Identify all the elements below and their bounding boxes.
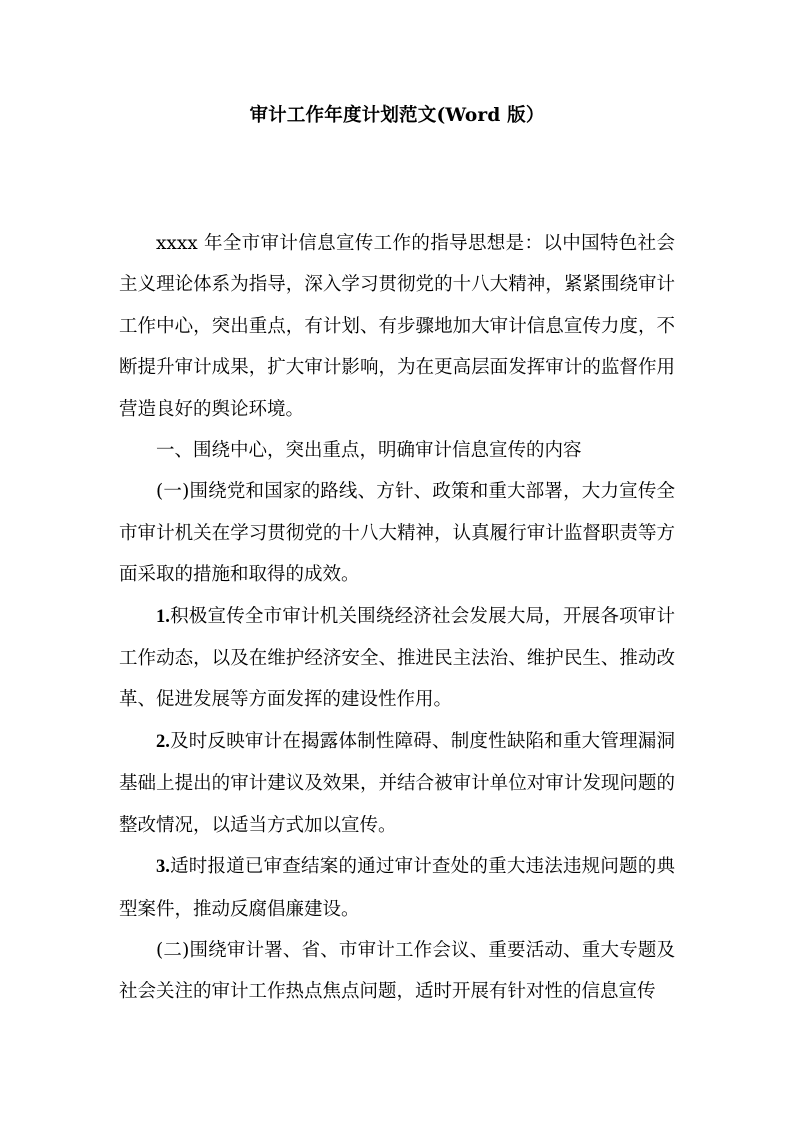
list-item-number: 1. xyxy=(156,606,170,627)
list-item-1 xyxy=(119,596,675,721)
paragraph-text: (一)围绕党和国家的路线、方针、政策和重大部署，大力宣传全市审计机关在学习贯彻党的十八大精神，认真履行审计监督职责等方面采取的措施和取得的成效。 xyxy=(119,481,675,586)
paragraph-text: 及时反映审计在揭露体制性障碍、制度性缺陷和重大管理漏洞基础上提出的审计建议及效果，并结合被审计单位对审计发现问题的整改情况，以适当方式加以宣传。 xyxy=(119,730,675,836)
paragraph-intro xyxy=(119,223,675,430)
document-body xyxy=(119,223,675,1013)
paragraph-text: 积极宣传全市审计机关围绕经济社会发展大局，开展各项审计工作动态，以及在维护经济安全、推进民主法治、维护民生、推动改革、促进发展等方面发挥的建设性作用。 xyxy=(119,605,675,711)
list-item-number: 2. xyxy=(156,731,170,752)
paragraph-text: xxxx 年全市审计信息宣传工作的指导思想是：以中国特色社会主义理论体系为指导，深入学习贯彻党的十八大精神，紧紧围绕审计工作中心，突出重点，有计划、有步骤地加大审计信息宣传力度，不断提升审计成果，扩大审计影响，为在更高层面发挥审计的监督作用营造良好的舆论环境。 xyxy=(119,233,675,420)
list-item-2 xyxy=(119,721,675,846)
subsection-1 xyxy=(119,471,675,595)
paragraph-text: 适时报道已审查结案的通过审计查处的重大违法违规问题的典型案件，推动反腐倡廉建设。 xyxy=(119,856,675,920)
subsection-2 xyxy=(119,930,675,1013)
list-item-3 xyxy=(119,846,675,930)
paragraph-text: (二)围绕审计署、省、市审计工作会议、重要活动、重大专题及社会关注的审计工作热点焦点问题，适时开展有针对性的信息宣传 xyxy=(119,939,675,1003)
document-title: 审计工作年度计划范文(Word 版） xyxy=(249,105,545,126)
list-item-number: 3. xyxy=(156,857,170,878)
paragraph-text: 一、围绕中心，突出重点，明确审计信息宣传的内容 xyxy=(156,440,582,462)
section-heading-1 xyxy=(119,430,675,471)
